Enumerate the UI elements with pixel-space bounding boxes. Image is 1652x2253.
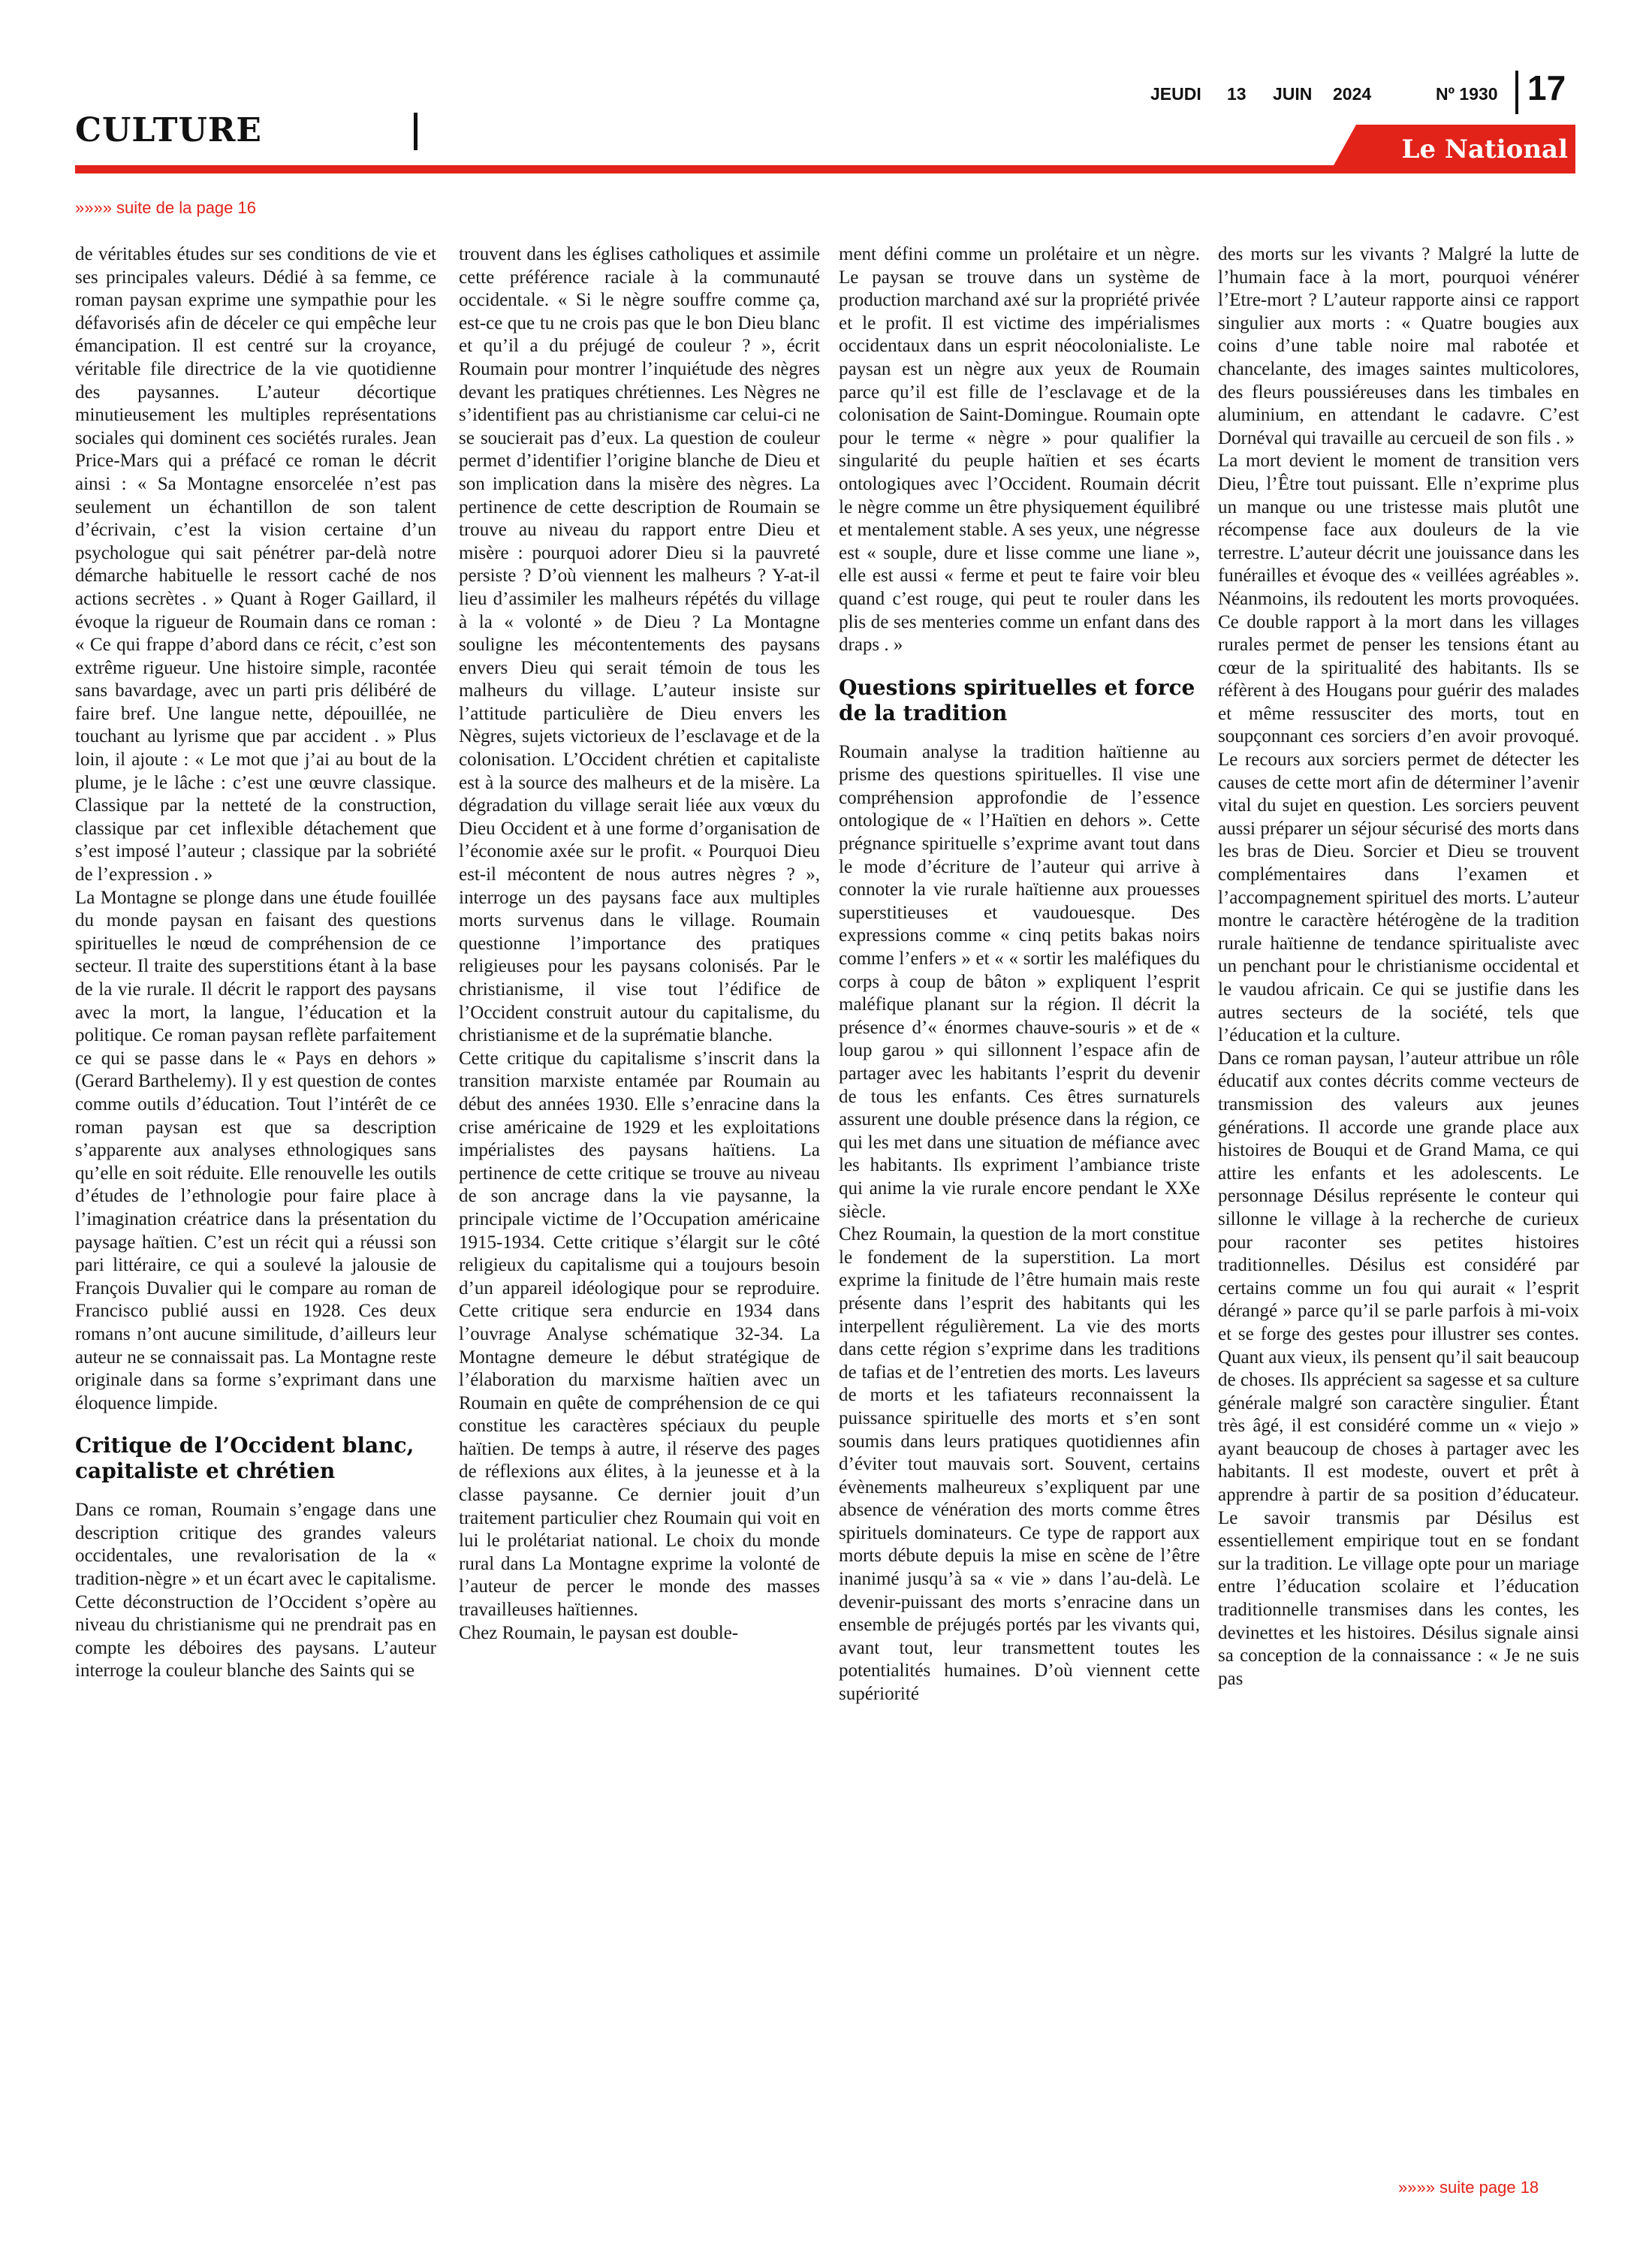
paragraph: Cette critique du capitalisme s’inscrit dans la transition marxiste entamée par Roumain au début des années 1930. Elle s’enracine dans la crise américaine de 1929 et les exploitations impérialistes des paysans haïtiens. La pertinence de cette critique se trouve au niveau de son ancrage dans la vie paysanne, la principale victime de l’Occupation américaine 1915-1934. Cette critique s’élargit sur le côté religieux du capitalisme qui a toujours besoin d’un appareil idéologique pour se reproduire. Cette critique sera endurcie en 1934 dans l’ouvrage Analyse schématique 32-34. La Montagne demeure le début stratégique de l’élaboration du marxisme haïtien avec un Roumain en quête de compréhension de ce qui constitue les caractères spéciaux du peuple haïtien. De temps à autre, il réserve des pages de réflexions aux élites, à la jeunesse et à la classe paysanne. Ce dernier jouit d’un traitement particulier chez Roumain qui voit en lui le prolétariat national. Le choix du monde rural dans La Montagne exprime la volonté de l’auteur de percer le monde des masses travailleuses haïtiennes. [459, 1048, 820, 1621]
article-column-3 [839, 243, 1200, 2166]
paragraph: de véritables études sur ses conditions de vie et ses principales valeurs. Dédié à sa femme, ce roman paysan exprime une sympathie pour les défavorisés afin de déceler ce qui empêche leur émancipation. Il est centré sur la croyance, véritable file directrice de la vie quotidienne des paysannes. L’auteur décortique minutieusement les multiples représentations sociales qui dominent ces sociétés rurales. Jean Price-Mars qui a préfacé ce roman le décrit ainsi : « Sa Montagne ensorcelée n’est pas seulement un échantillon de son talent d’écrivain, c’est la vision certaine d’un psychologue qui sait pénétrer par-delà notre démarche habituelle le ressort caché de nos actions secrètes . » Quant à Roger Gaillard, il évoque la rigueur de Roumain dans ce roman : « Ce qui frappe d’abord dans ce récit, c’est son extrême rigueur. Une histoire simple, racontée sans bavardage, avec un parti pris délibéré de faire bref. Une langue nette, dépouillée, ne touchant au lyrisme que par accident . » Plus loin, il ajoute : « Le mot que j’ai au bout de la plume, je le lâche : c’est une œuvre classique. Classique par la netteté de la construction, classique par cet inflexible détachement que s’est imposé l’auteur ; classique par la sobriété de l’expression . » [75, 244, 436, 885]
subheading: Critique de l’Occident blanc, capitaliste et chrétien [75, 1433, 415, 1484]
paragraph: des morts sur les vivants ? Malgré la lutte de l’humain face à la mort, pourquoi vénérer l’Etre-mort ? L’auteur rapporte ainsi ce rapport singulier aux morts : « Quatre bougies aux coins d’une table noire mal rabotée et chancelante, des images saintes multicolores, des fleurs poussiéreuses dans les timbales en aluminium, en attendant le cadavre. C’est Dornéval qui travaille au cercueil de son fils . » [1218, 244, 1579, 448]
section-label: CULTURE [75, 111, 262, 149]
date-year: 2024 [1333, 84, 1372, 104]
page-number-divider [1515, 71, 1518, 114]
subheading: Questions spirituelles et force de la tradition [839, 674, 1195, 725]
date-day: JEUDI [1150, 84, 1201, 104]
continued-to[interactable]: »»»» suite page 18 [1398, 2178, 1539, 2197]
issue-number: Nº 1930 [1436, 84, 1498, 104]
paragraph: Dans ce roman, Roumain s’engage dans une description critique des grandes valeurs occidentales, une revalorisation de la « tradition-nègre » et un écart avec le capitalisme. Cette déconstruction de l’Occident s’opère au niveau du christianisme qui ne prendrait pas en compte les déboires des paysans. L’auteur interroge la couleur blanche des Saints qui se [75, 1500, 436, 1681]
article-column-1 [75, 243, 436, 2166]
continued-from[interactable]: »»»» suite de la page 16 [75, 198, 256, 217]
paragraph: Roumain analyse la tradition haïtienne au prisme des questions spirituelles. Il vise une compréhension approfondie de l’essence ontologique de « l’Haïtien en dehors ». Cette prégnance spirituelle s’exprime avant tout dans le mode d’écriture de l’auteur qui arrive à connoter la vie rurale haïtienne aux prouesses superstitieuses et vaudouesque. Des expressions comme « cinq petits bakas noirs comme l’enfers » et « « sortir les maléfiques du corps à coup de bâton » expliquent l’esprit maléfique planant sur la région. Il décrit la présence d’« énormes chauve-souris » et de « loup garou » qui sillonnent l’espace afin de partager avec les habitants l’esprit du devenir de tous les enfants. Ces êtres surnaturels assurent une double présence dans la région, ce qui les met dans une situation de méfiance avec les habitants. Ils expriment l’ambiance triste qui anime la vie rurale encore pendant le XXe siècle. [839, 741, 1200, 1222]
date-month: JUIN [1273, 84, 1313, 104]
paragraph: Chez Roumain, la question de la mort constitue le fondement de la superstition. La mort exprime la finitude de l’être humain mais reste présente dans l’esprit des habitants qui les interpellent régulièrement. La vie des morts dans cette région s’exprime dans les traditions de tafias et de l’entretien des morts. Les laveurs de morts et les tafiateurs reconnaissent la puissance spirituelle des morts et s’en sont soumis dans leurs pratiques quotidiennes afin d’éviter tout mauvais sort. Souvent, certains évènements malheureux s’expliquent par une absence de vénération des morts comme êtres spirituels dominateurs. Ce type de rapport aux morts débute depuis la mise en scène de l’être inanimé jusqu’à sa « vie » dans l’au-delà. Le devenir-puissant des morts s’enracine dans un ensemble de préjugés portés par les vivants qui, avant tout, leur transmettent toutes les potentialités humaines. D’où viennent cette supériorité [839, 1224, 1200, 1705]
paragraph: ment défini comme un prolétaire et un nègre. Le paysan se trouve dans un système de production marchand axé sur la propriété privée et le profit. Il est victime des impérialismes occidentaux dans un esprit néocolonialiste. Le paysan est un nègre aux yeux de Roumain parce qu’il est fille de l’esclavage et de la colonisation de Saint-Domingue. Roumain opte pour le terme « nègre » pour qualifier la singularité du peuple haïtien et ses écarts ontologiques avec l’Occident. Roumain décrit le nègre comme un être physiquement équilibré et mentalement stable. A ses yeux, une négresse est « souple, dure et lisse comme une liane », elle est aussi « ferme et peut te faire voir bleu quand c’est rouge, qui peut te rouler dans les plis de ses menteries comme un enfant dans des draps . » [839, 244, 1200, 656]
section-divider [414, 113, 418, 150]
date-number: 13 [1227, 84, 1247, 104]
article-column-4 [1218, 243, 1579, 2166]
article-column-2 [459, 243, 820, 2166]
paragraph: La Montagne se plonge dans une étude fouillée du monde paysan en faisant des questions spirituelles le nœud de compréhension de ce secteur. Il traite des superstitions étant à la base de la vie rurale. Il décrit le rapport des paysans avec la mort, la langue, l’éducation et la politique. Ce roman paysan reflète parfaitement ce qui se passe dans le « Pays en dehors » (Gerard Barthelemy). Il y est question de contes comme outils d’éducation. Tout l’intérêt de ce roman paysan est que sa description s’apparente aux analyses ethnologiques sans qu’elle en soit réduite. Elle renouvelle les outils d’études de l’ethnologie pour faire place à l’imagination créatrice dans la présentation du paysage haïtien. C’est un récit qui a réussi son pari littéraire, ce qui a soulevé la jalousie de François Duvalier qui le compare au roman de Francisco publié aussi en 1928. Ces deux romans n’ont aucune similitude, d’ailleurs leur auteur ne se connaissait pas. La Montagne reste originale dans sa forme s’exprimant dans une éloquence limpide. [75, 887, 436, 1413]
paragraph: Dans ce roman paysan, l’auteur attribue un rôle éducatif aux contes décrits comme vecteurs de transmission des valeurs aux jeunes générations. Il accorde une grande place aux histoires de Bouqui et de Grand Mama, ce qui attire les enfants et les adolescents. Le personnage Désilus représente le conteur qui sillonne le village à la recherche de curieux pour raconter ses petites histoires traditionnelles. Désilus est considéré par certains comme un fou qui aurait « l’esprit dérangé » parce qu’il se parle parfois à mi-voix et se forge des gestes pour illustrer ses contes. Quant aux vieux, ils pensent qu’il sait beaucoup de choses. Ils apprécient sa sagesse et sa culture générale malgré son caractère singulier. Étant très âgé, il est considéré comme un « viejo » ayant beaucoup de choses à partager avec les habitants. Il est modeste, ouvert et prêt à apprendre à partir de sa position d’éducateur. Le savoir transmis par Désilus est essentiellement empirique tout en se fondant sur la tradition. Le village opte pour un mariage entre l’éducation scolaire et l’éducation traditionnelle transmises dans les contes, les devinettes et les histoires. Désilus signale ainsi sa conception de la connaissance : « Je ne suis pas [1218, 1048, 1579, 1689]
paragraph: trouvent dans les églises catholiques et assimile cette préférence raciale à la communauté occidentale. « Si le nègre souffre comme ça, est-ce que tu ne crois pas que le bon Dieu blanc et qu’il a du préjugé de couleur ? », écrit Roumain pour montrer l’inquiétude des nègres devant les pratiques chrétiennes. Les Nègres ne s’identifient pas au christianisme car celui-ci ne se soucierait pas d’eux. La question de couleur permet d’identifier l’origine blanche de Dieu et son implication dans la misère des nègres. La pertinence de cette description de Roumain se trouve au niveau du rapport entre Dieu et misère : pourquoi adorer Dieu si la pauvreté persiste ? D’où viennent les malheurs ? Y-at-il lieu d’assimiler les malheurs répétés du village à la « volonté » de Dieu ? La Montagne souligne les mécontentements des paysans envers Dieu qui serait témoin de tous les malheurs du village. L’auteur insiste sur l’attitude particulière de Dieu envers les Nègres, sujets victorieux de l’esclavage et de la colonisation. L’Occident chrétien et capitaliste est à la source des malheurs et de la misère. La dégradation du village serait liée aux vœux du Dieu Occident et à une forme d’organisation de l’économie axée sur le profit. « Pourquoi Dieu est-il mécontent de nous autres nègres ? », interroge un des paysans face aux multiples morts survenus dans le village. Roumain questionne l’importance des pratiques religieuses pour les paysans colonisés. Par le christianisme, il vise tout l’édifice de l’Occident construit autour du capitalisme, du christianisme et de la suprématie blanche. [459, 244, 820, 1046]
page-number: 17 [1527, 68, 1566, 107]
paragraph: Chez Roumain, le paysan est double- [459, 1622, 739, 1643]
paragraph: La mort devient le moment de transition vers Dieu, l’Être tout puissant. Elle n’exprime plus un manque ou une tristesse mais plutôt une récompense face aux douleurs de la vie terrestre. L’auteur décrit une jouissance dans les funérailles et évoque des « veillées agréables ». Néanmoins, ils redoutent les morts provoquées. Ce double rapport à la mort dans les villages rurales permet de penser les tensions étant au cœur de la spiritualité des habitants. Ils se réfèrent à des Hougans pour guérir des malades et même ressusciter des morts, tout en soupçonnant ces sorciers d’en avoir provoqué. Le recours aux sorciers permet de détecter les causes de cette mort afin de déterminer l’avenir vital du sujet en question. Les sorciers peuvent aussi préparer un séjour sécurisé des morts dans les bras de Dieu. Sorcier et Dieu se trouvent complémentaires dans l’examen et l’accompagnement spirituel des morts. L’auteur montre le caractère hétérogène de la tradition rurale haïtienne de tendance spiritualiste avec un penchant pour le christianisme occidental et le vaudou africain. Ce qui se justifie dans les autres secteurs de la société, tels que l’éducation et la culture. [1218, 451, 1579, 1046]
masthead-brand: Le National [1401, 134, 1568, 164]
